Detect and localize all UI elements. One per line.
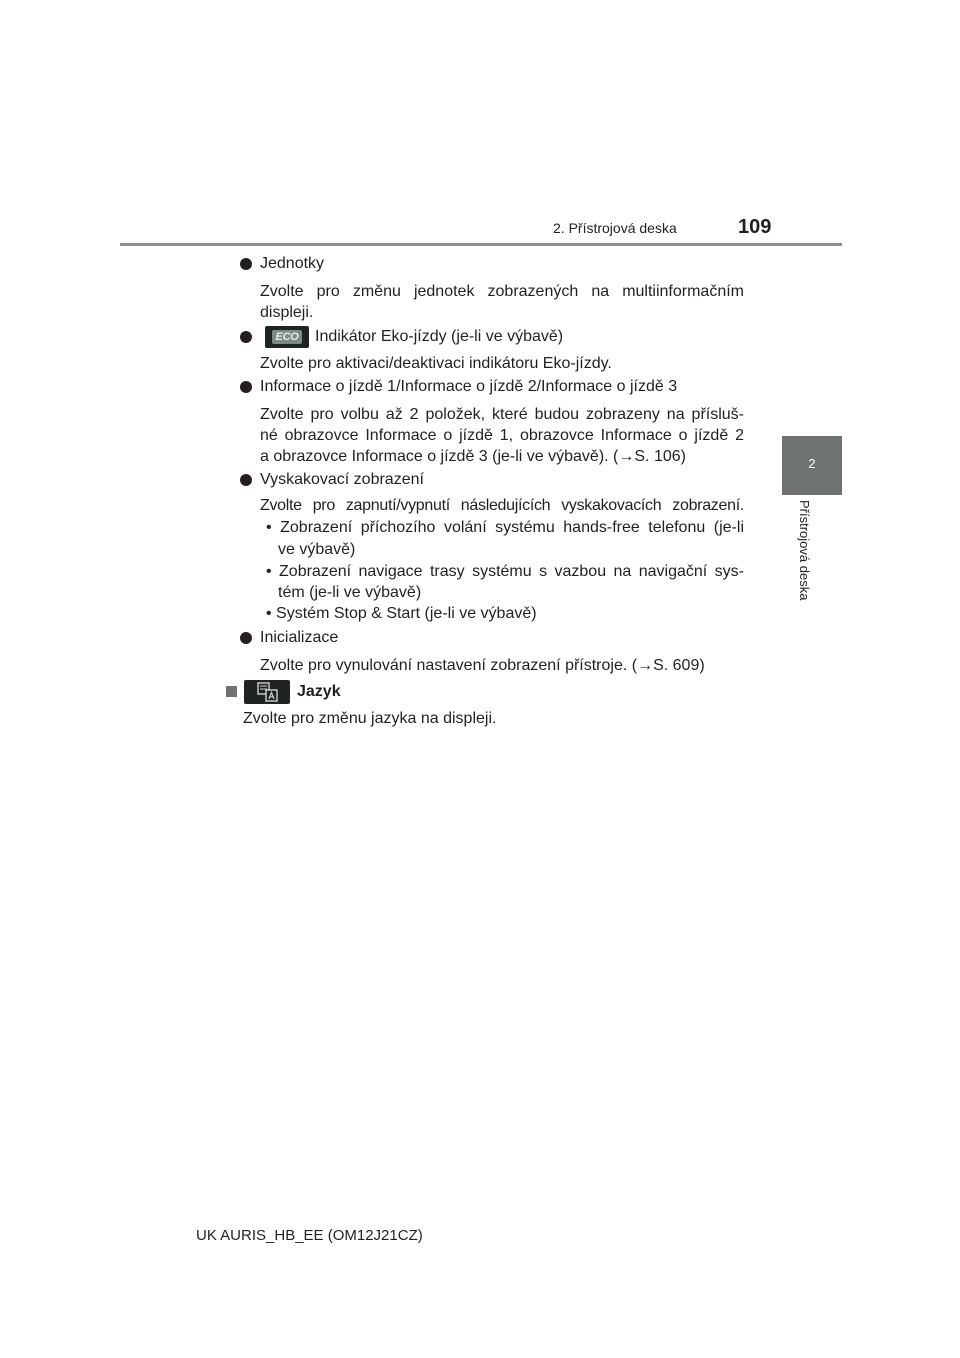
item-desc-trip-info-2: né obrazovce Informace o jízdě 1, obrazovce Informace o jízdě 2 xyxy=(260,427,744,444)
footer-code: UK AURIS_HB_EE (OM12J21CZ) xyxy=(196,1227,423,1244)
bullet-icon xyxy=(240,381,252,393)
item-desc-trip-info-1: Zvolte pro volbu až 2 položek, které budou zobrazeny na přísluš- xyxy=(260,406,744,423)
item-desc-units-1: Zvolte pro změnu jednotek zobrazených na multiinformačním xyxy=(260,283,744,300)
item-desc-trip-info-3: a obrazovce Informace o jízdě 3 (je-li ve výbavě). (→S. 106) xyxy=(260,448,686,465)
chapter-tab xyxy=(782,436,842,495)
item-title-popup: Vyskakovací zobrazení xyxy=(260,471,424,488)
section-title-language: Jazyk xyxy=(297,683,341,700)
popup-subitem-2b: tém (je-li ve výbavě) xyxy=(278,584,422,601)
item-desc-popup: Zvolte pro zapnutí/vypnutí následujících vyskakovacích zobrazení. xyxy=(260,497,744,514)
header-divider xyxy=(120,243,842,246)
section-square-icon xyxy=(226,686,237,697)
bullet-icon xyxy=(240,474,252,486)
chapter-number: 2 xyxy=(808,456,816,471)
item-title-units: Jednotky xyxy=(260,255,325,272)
item-title-trip-info: Informace o jízdě 1/Informace o jízdě 2/Informace o jízdě 3 xyxy=(260,378,678,395)
page-number: 109 xyxy=(738,216,772,238)
item-desc-units-2: displeji. xyxy=(260,304,314,321)
eco-icon-text: ECO xyxy=(272,330,303,344)
eco-indicator-icon xyxy=(265,326,309,348)
bullet-icon xyxy=(240,632,252,644)
language-glyph-icon xyxy=(244,680,290,704)
item-title-eco: Indikátor Eko-jízdy (je-li ve výbavě) xyxy=(315,328,564,345)
bullet-icon xyxy=(240,331,252,343)
popup-subitem-3: • Systém Stop & Start (je-li ve výbavě) xyxy=(266,605,537,622)
item-desc-eco: Zvolte pro aktivaci/deaktivaci indikátoru Eko-jízdy. xyxy=(260,355,612,372)
popup-subitem-2a: • Zobrazení navigace trasy systému s vazbou na navigační sys- xyxy=(266,563,744,580)
chapter-side-label: Přístrojová deska xyxy=(797,500,812,601)
bullet-icon xyxy=(240,258,252,270)
popup-subitem-1b: ve výbavě) xyxy=(278,541,356,558)
popup-subitem-1a: • Zobrazení příchozího volání systému hands-free telefonu (je-li xyxy=(266,519,744,536)
section-title: 2. Přístrojová deska xyxy=(553,220,677,236)
section-desc-language: Zvolte pro změnu jazyka na displeji. xyxy=(243,710,497,727)
item-desc-init: Zvolte pro vynulování nastavení zobrazení přístroje. (→S. 609) xyxy=(260,657,705,674)
item-title-init: Inicializace xyxy=(260,629,339,646)
language-icon xyxy=(244,680,290,704)
